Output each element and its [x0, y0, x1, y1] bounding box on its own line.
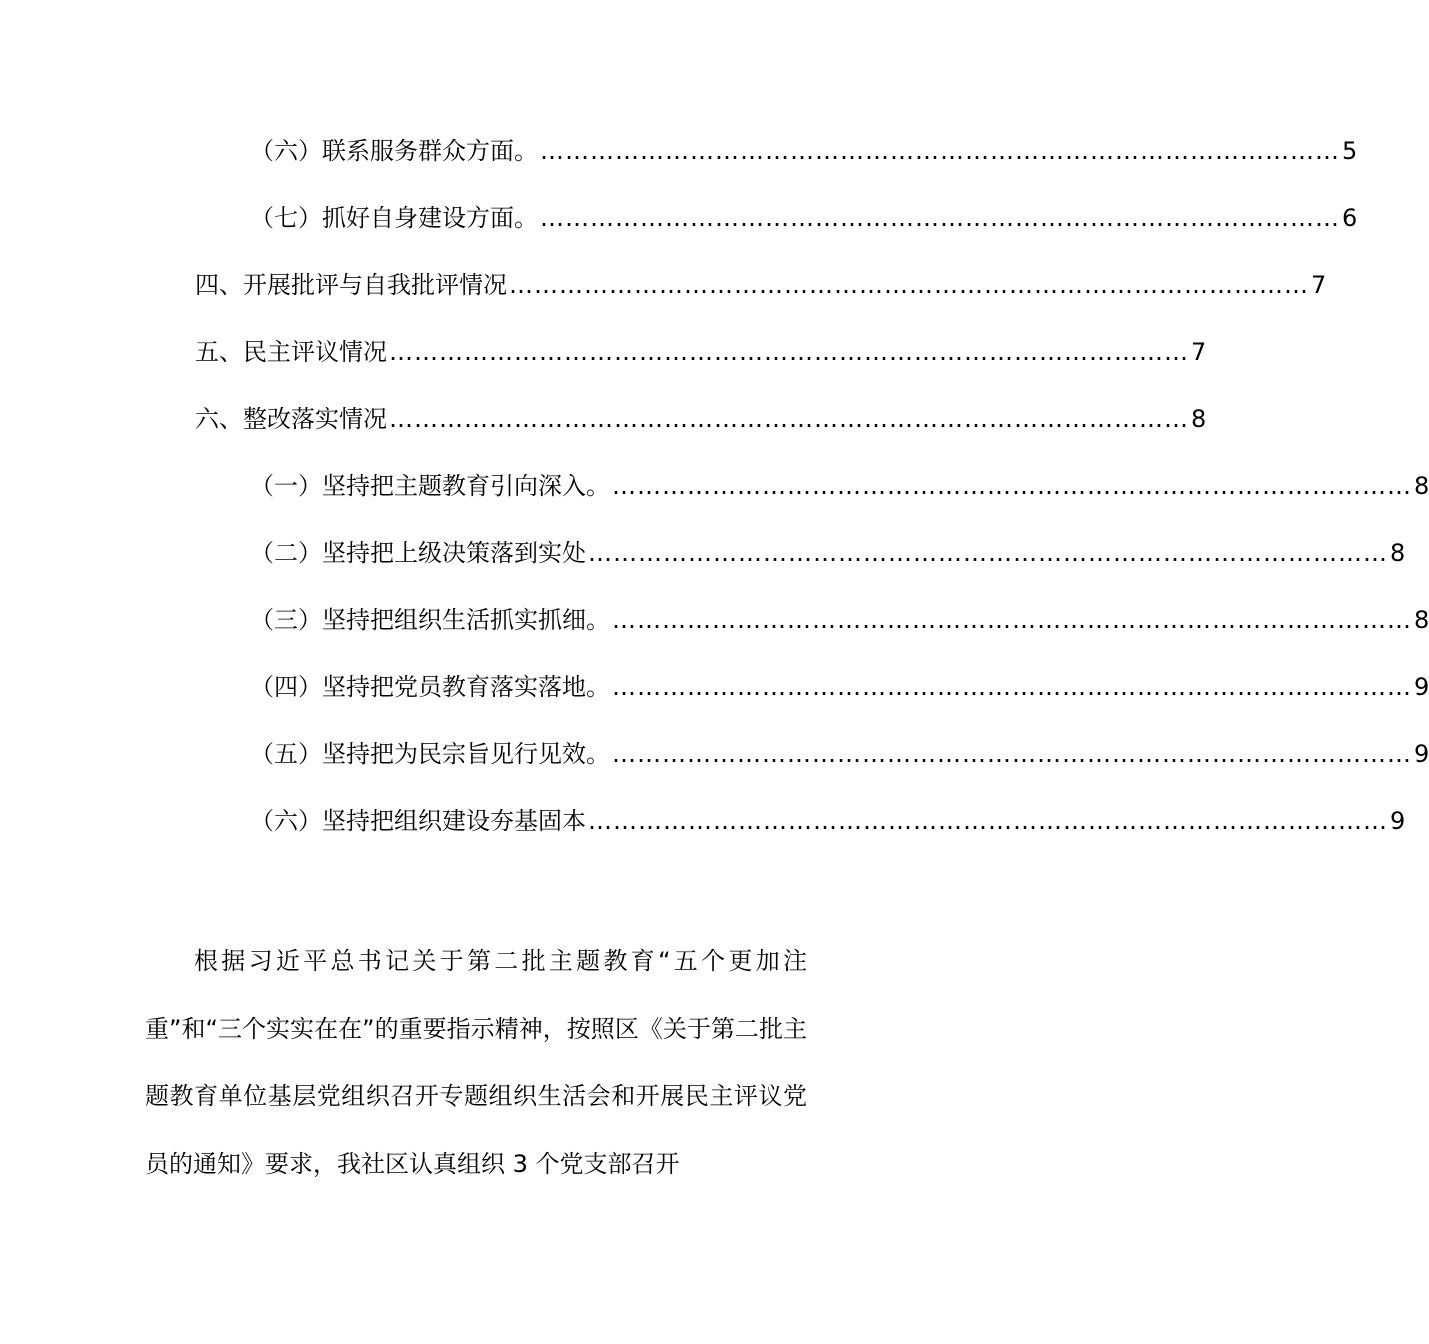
toc-dot-leader: ……………………………………………………………………………………: [540, 137, 1340, 165]
toc-entry-page: 8: [1191, 405, 1207, 433]
toc-dot-leader: ……………………………………………………………………………………: [588, 539, 1388, 567]
toc-entry-title: （一）坚持把主题教育引向深入。: [250, 472, 610, 500]
toc-entry-title: （三）坚持把组织生活抓实抓细。: [250, 606, 610, 634]
toc-entry[interactable]: [250, 198, 1358, 238]
toc-entry[interactable]: [250, 667, 1429, 707]
toc-entry[interactable]: [250, 533, 1406, 573]
toc-entry-title: 四、开展批评与自我批评情况: [195, 271, 507, 299]
toc-entry-title: 五、民主评议情况: [195, 338, 387, 366]
toc-entry-title: （四）坚持把党员教育落实落地。: [250, 673, 610, 701]
toc-entry-page: 9: [1414, 673, 1429, 701]
toc-dot-leader: ……………………………………………………………………………………: [612, 606, 1412, 634]
toc-entry[interactable]: [195, 265, 1327, 305]
toc-entry-page: 6: [1342, 204, 1358, 232]
toc-entry[interactable]: [195, 399, 1207, 439]
toc-entry-title: （七）抓好自身建设方面。: [250, 204, 538, 232]
toc-entry-page: 5: [1342, 137, 1358, 165]
toc-entry-page: 9: [1414, 740, 1429, 768]
toc-entry-page: 8: [1414, 472, 1429, 500]
toc-entry-page: 7: [1191, 338, 1207, 366]
toc-entry[interactable]: [250, 734, 1429, 774]
toc-entry[interactable]: [250, 466, 1429, 506]
body-paragraph: 根据习近平总书记关于第二批主题教育“五个更加注重”和“三个实实在在”的重要指示精神，按照区《关于第二批主题教育单位基层党组织召开专题组织生活会和开展民主评议党员的通知》要求，我社区认真组织 3 个党支部召开: [145, 947, 807, 1178]
toc-dot-leader: ……………………………………………………………………………………: [612, 472, 1412, 500]
toc-entry-page: 8: [1414, 606, 1429, 634]
toc-entry-title: （六）坚持把组织建设夯基固本: [250, 807, 586, 835]
toc-dot-leader: ……………………………………………………………………………………: [612, 740, 1412, 768]
toc-entry[interactable]: [250, 131, 1358, 171]
toc-dot-leader: ……………………………………………………………………………………: [540, 204, 1340, 232]
toc-dot-leader: ……………………………………………………………………………………: [612, 673, 1412, 701]
toc-entry[interactable]: [250, 600, 1429, 640]
toc-entry-title: 六、整改落实情况: [195, 405, 387, 433]
toc-entry[interactable]: [250, 801, 1406, 841]
toc-entry-title: （五）坚持把为民宗旨见行见效。: [250, 740, 610, 768]
toc-entry-title: （二）坚持把上级决策落到实处: [250, 539, 586, 567]
toc-entry[interactable]: [195, 332, 1207, 372]
toc-dot-leader: ……………………………………………………………………………………: [509, 271, 1309, 299]
toc-dot-leader: ……………………………………………………………………………………: [588, 807, 1388, 835]
toc-entry-page: 8: [1390, 539, 1406, 567]
toc-dot-leader: ……………………………………………………………………………………: [389, 338, 1189, 366]
toc-entry-title: （六）联系服务群众方面。: [250, 137, 538, 165]
toc-entry-page: 7: [1311, 271, 1327, 299]
toc-entry-page: 9: [1390, 807, 1406, 835]
toc-dot-leader: ……………………………………………………………………………………: [389, 405, 1189, 433]
